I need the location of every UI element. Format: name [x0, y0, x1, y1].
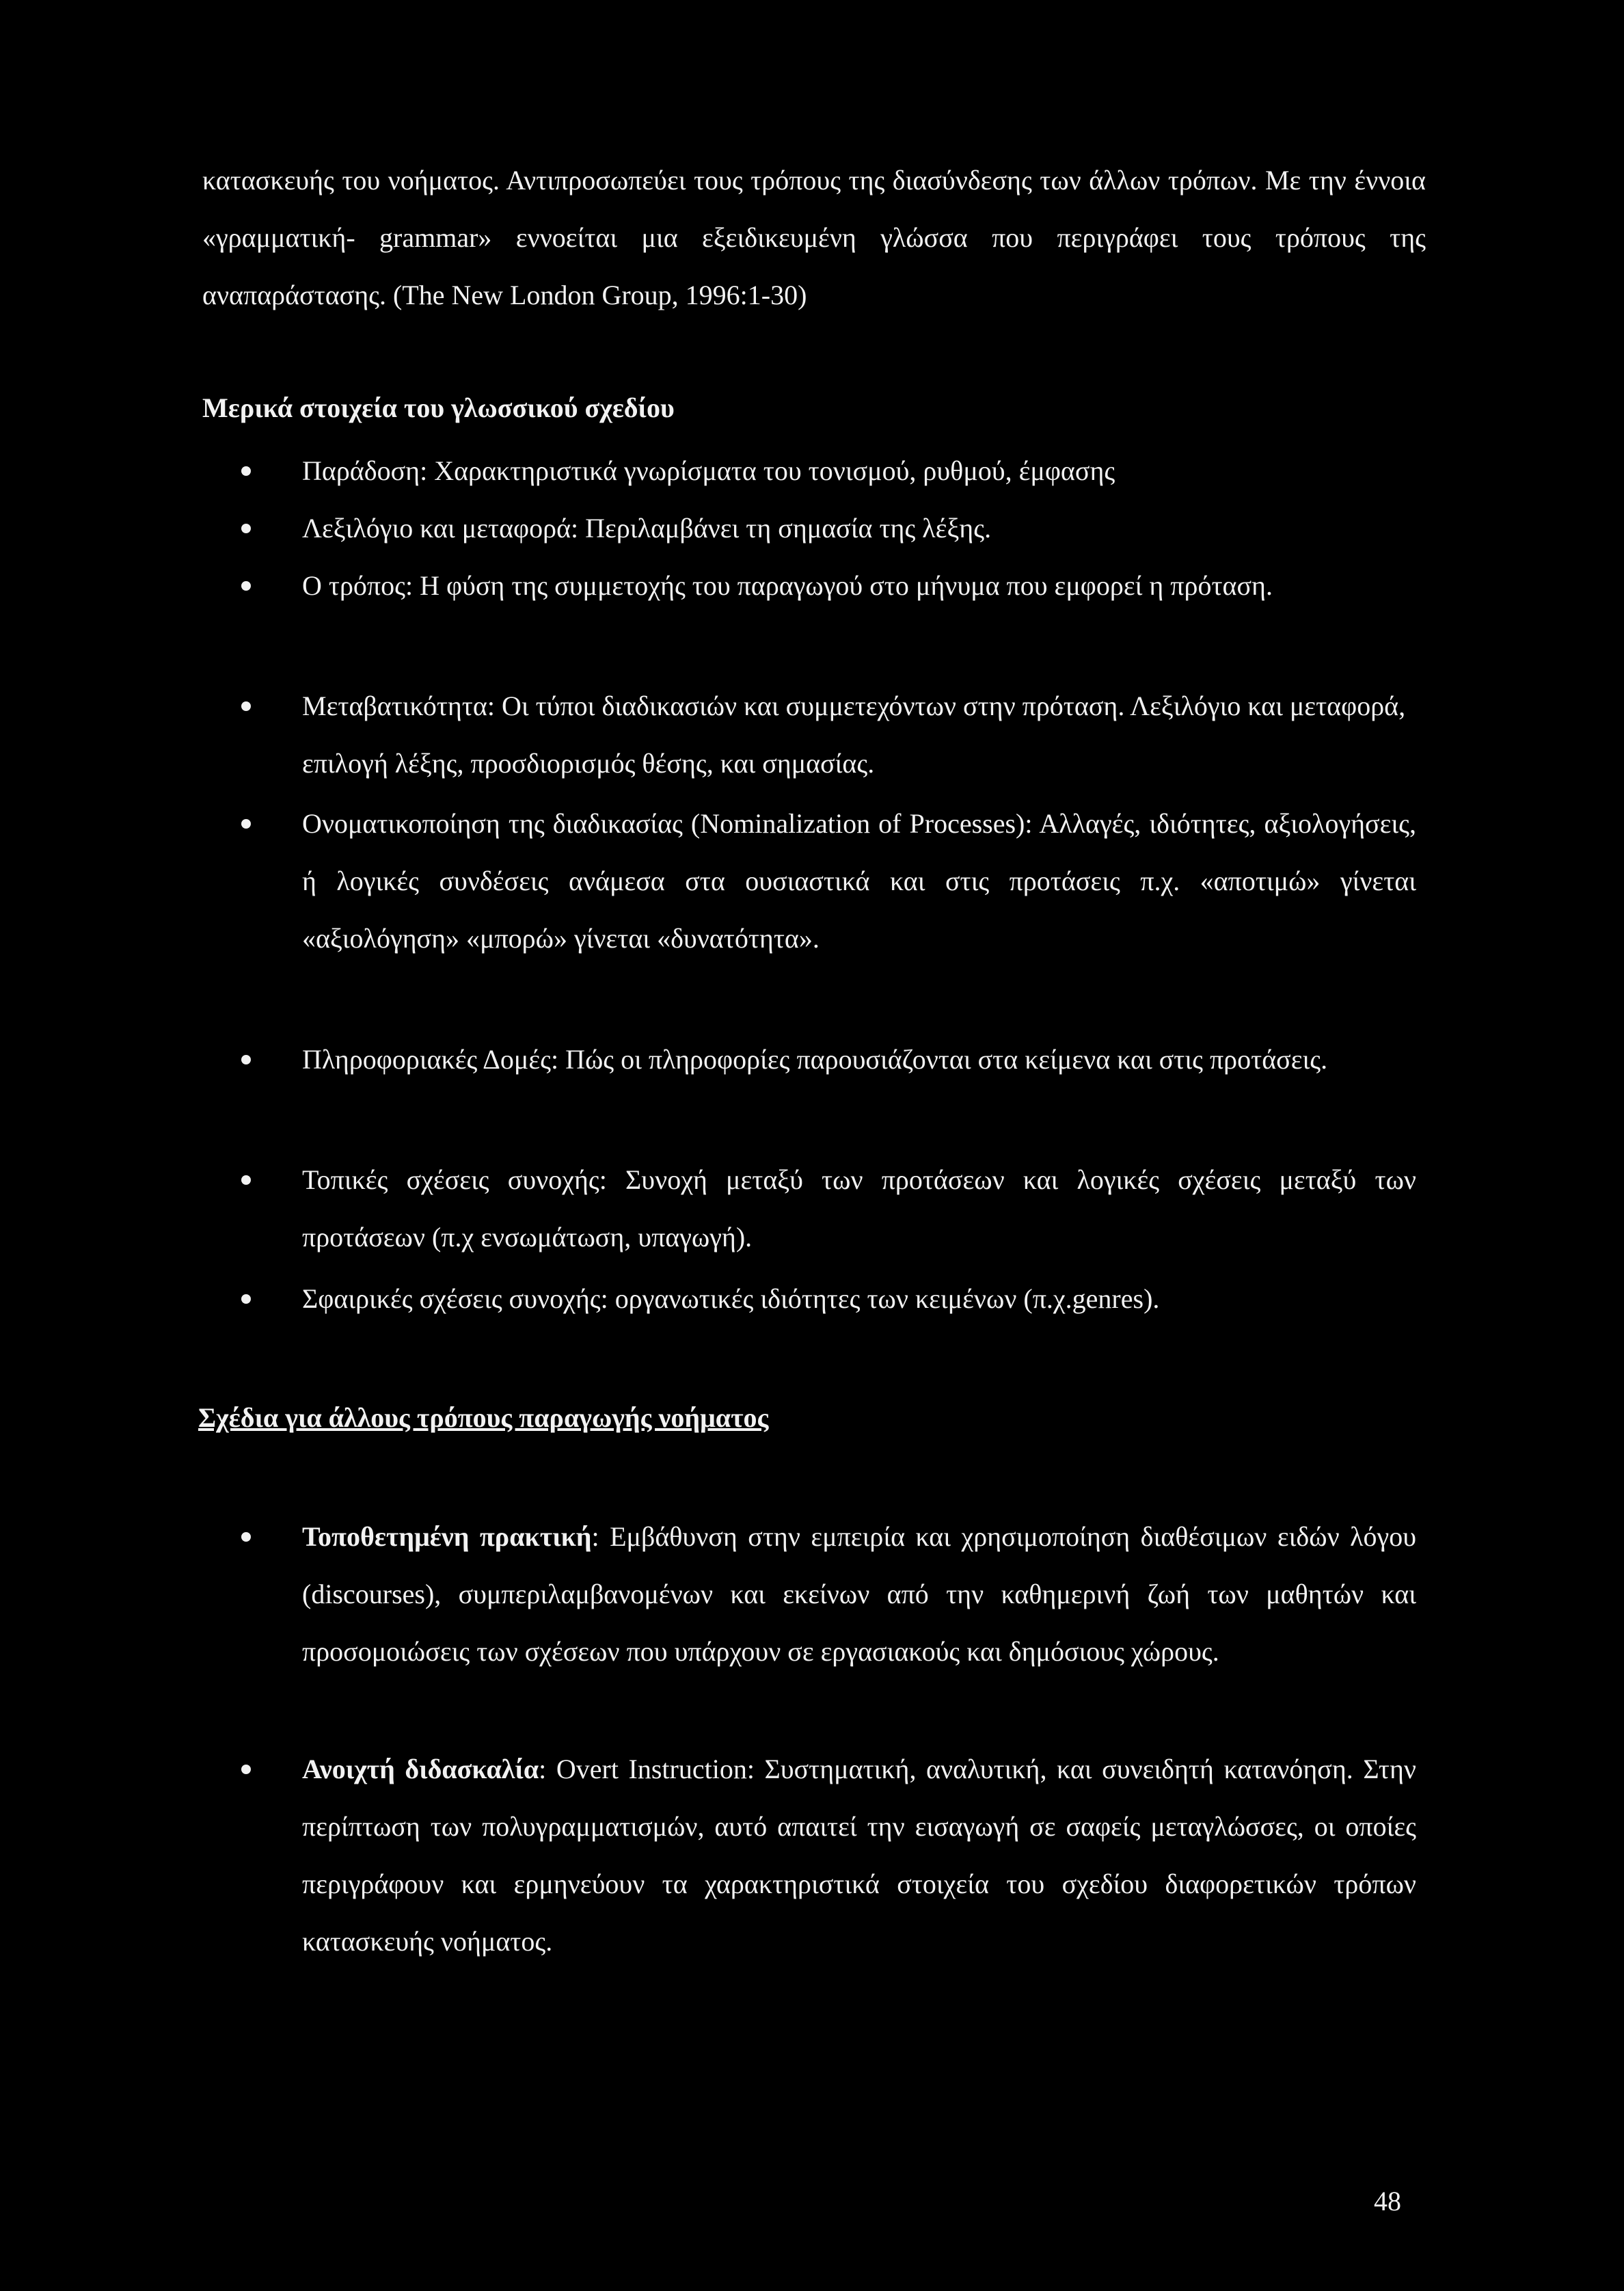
bullet-icon: [241, 1765, 251, 1774]
list-item-text: [302, 1508, 1416, 1680]
list-item-term: Ανοιχτή διδασκαλία: [302, 1754, 539, 1784]
bullet-icon: [241, 701, 251, 711]
bullet-icon: [241, 581, 251, 591]
bullet-icon: [241, 466, 251, 476]
bullet-icon: [241, 1175, 251, 1185]
list-item-term: Τοποθετημένη πρακτική: [302, 1521, 592, 1552]
list-item-text: Σφαιρικές σχέσεις συνοχής: οργανωτικές ιδιότητες των κειμένων (π.χ.genres).: [302, 1283, 1160, 1314]
bullet-icon: [241, 1294, 251, 1304]
bullet-icon: [241, 1055, 251, 1064]
page-number: 48: [1374, 2186, 1401, 2216]
heading-other-modes: Σχέδια για άλλους τρόπους παραγωγής νοήματος: [198, 1402, 769, 1433]
heading-linguistic-design: Μερικά στοιχεία του γλωσσικού σχεδίου: [202, 392, 675, 423]
bullet-icon: [241, 524, 251, 533]
list-item-text: Ονοματικοποίηση της διαδικασίας (Nominalization of Processes): Αλλαγές, ιδιότητες, αξιολογήσεις, ή λογικές συνδέσεις ανάμεσα στα ουσιαστικά και στις προτάσεις π.χ. «αποτιμώ» γίνεται «αξιολόγηση» «μπορώ» γίνεται «δυνατότητα».: [302, 808, 1416, 954]
list-item-text: Μεταβατικότητα: Οι τύποι διαδικασιών και συμμετεχόντων στην πρόταση. Λεξιλόγιο και μεταφορά, επιλογή λέξης, προσδιορισμός θέσης, και σημασίας.: [302, 691, 1406, 779]
list-item-body: : Overt Instruction: Συστηματική, αναλυτική, και συνειδητή κατανόηση. Στην περίπτωση των πολυγραμματισμών, αυτό απαιτεί την εισαγωγή σε σαφείς μεταγλώσσες, οι οποίες περιγράφουν και ερμηνεύουν τα χαρακτηριστικά στοιχεία του σχεδίου διαφορετικών τρόπων κατασκευής νοήματος.: [302, 1754, 1416, 1957]
bullet-icon: [241, 1532, 251, 1542]
list-item-text: Τοπικές σχέσεις συνοχής: Συνοχή μεταξύ των προτάσεων και λογικές σχέσεις μεταξύ των προτάσεων (π.χ ενσωμάτωση, υπαγωγή).: [302, 1164, 1416, 1252]
list-item-text: Πληροφοριακές Δομές: Πώς οι πληροφορίες παρουσιάζονται στα κείμενα και στις προτάσεις.: [302, 1044, 1328, 1075]
list-item-body: : Εμβάθυνση στην εμπειρία και χρησιμοποίηση διαθέσιμων ειδών λόγου (discourses), συμπεριλαμβανομένων και εκείνων από την καθημερινή ζωή των μαθητών και προσομοιώσεις των σχέσεων που υπάρχουν σε εργασιακούς και δημόσιους χώρους.: [302, 1521, 1417, 1667]
list-item-text: [302, 1741, 1416, 1970]
list-item-text: Λεξιλόγιο και μεταφορά: Περιλαμβάνει τη σημασία της λέξης.: [302, 513, 992, 544]
bullet-icon: [241, 819, 251, 829]
list-item-text: Ο τρόπος: Η φύση της συμμετοχής του παραγωγού στο μήνυμα που εμφορεί η πρόταση.: [302, 570, 1273, 601]
intro-paragraph: κατασκευής του νοήματος. Αντιπροσωπεύει τους τρόπους της διασύνδεσης των άλλων τρόπων. Με την έννοια «γραμματική- grammar» εννοείται μια εξειδικευμένη γλώσσα που περιγράφει τους τρόπους της αναπαράστασης. (The New London Group, 1996:1-30): [202, 165, 1426, 310]
list-item-text: Παράδοση: Χαρακτηριστικά γνωρίσματα του τονισμού, ρυθμού, έμφασης: [302, 455, 1115, 486]
